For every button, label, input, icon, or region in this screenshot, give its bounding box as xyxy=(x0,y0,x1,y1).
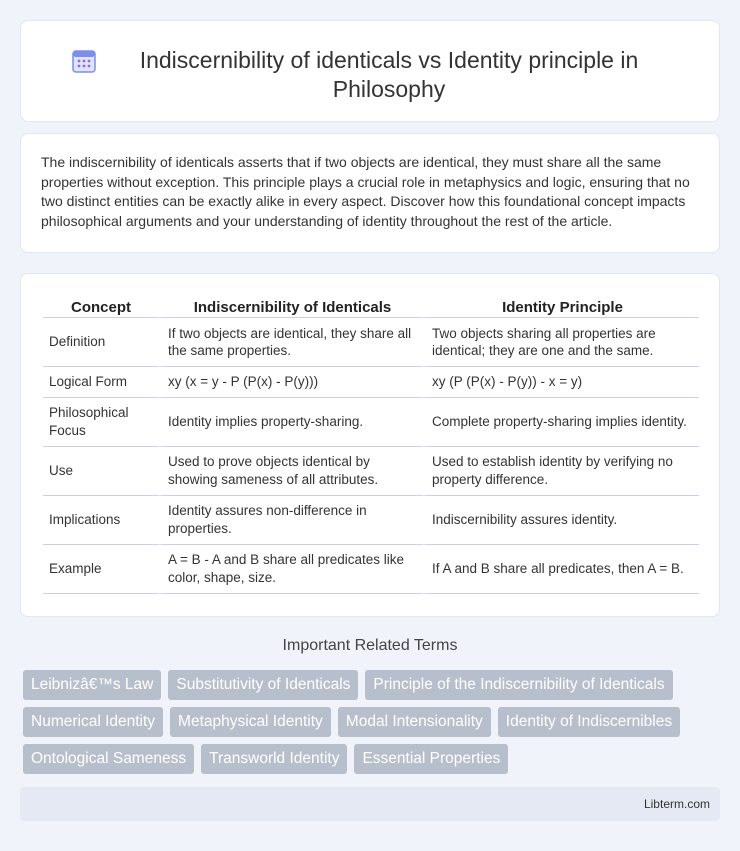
cell-concept: Implications xyxy=(43,496,159,545)
cell-indiscernibility: Identity implies property-sharing. xyxy=(159,398,423,447)
cell-concept: Use xyxy=(43,447,159,496)
table-row xyxy=(43,367,699,398)
cell-indiscernibility: A = B - A and B share all predicates like color, shape, size. xyxy=(159,545,423,594)
term-row xyxy=(23,744,723,774)
cell-indiscernibility: Identity assures non-difference in properties. xyxy=(159,496,423,545)
calendar-grid-icon xyxy=(71,48,97,74)
table-row xyxy=(43,398,699,447)
term-tag[interactable]: Leibnizâ€™s Law xyxy=(23,670,161,700)
cell-identity-principle: Two objects sharing all properties are identical; they are one and the same. xyxy=(423,318,699,367)
term-tag[interactable]: Essential Properties xyxy=(354,744,508,774)
header-indiscernibility: Indiscernibility of Identicals xyxy=(159,294,423,318)
term-row xyxy=(23,707,723,737)
title-card xyxy=(20,20,720,122)
comparison-table-card xyxy=(20,273,720,617)
intro-card xyxy=(20,133,720,253)
term-row xyxy=(23,670,723,700)
term-tag[interactable]: Ontological Sameness xyxy=(23,744,194,774)
cell-concept: Logical Form xyxy=(43,367,159,398)
cell-indiscernibility: Used to prove objects identical by showing sameness of all attributes. xyxy=(159,447,423,496)
cell-indiscernibility: xy (x = y - P (P(x) - P(y))) xyxy=(159,367,423,398)
table-row xyxy=(43,496,699,545)
cell-identity-principle: Used to establish identity by verifying no property difference. xyxy=(423,447,699,496)
cell-indiscernibility: If two objects are identical, they share all the same properties. xyxy=(159,318,423,367)
footer-site-link[interactable]: Libterm.com xyxy=(643,797,710,811)
table-row xyxy=(43,545,699,594)
term-tag[interactable]: Modal Intensionality xyxy=(338,707,491,737)
intro-text: The indiscernibility of identicals asserts that if two objects are identical, they must share all the same properties without exception. This principle plays a crucial role in metaphysics and logic, ensuring that no two distinct entities can be exactly alike in every aspect. Discover how this foundational concept impacts philosophical arguments and your understanding of identity throughout the rest of the article. xyxy=(41,154,690,229)
page-title: Indiscernibility of identicals vs Identity principle in Philosophy xyxy=(139,47,639,102)
cell-identity-principle: xy (P (P(x) - P(y)) - x = y) xyxy=(423,367,699,398)
term-tag[interactable]: Numerical Identity xyxy=(23,707,163,737)
term-tag[interactable]: Transworld Identity xyxy=(201,744,347,774)
related-terms xyxy=(23,670,723,781)
table-row xyxy=(43,318,699,367)
header-concept: Concept xyxy=(43,294,159,318)
cell-identity-principle: If A and B share all predicates, then A = B. xyxy=(423,545,699,594)
table-header-row xyxy=(43,294,699,318)
cell-identity-principle: Indiscernibility assures identity. xyxy=(423,496,699,545)
term-tag[interactable]: Metaphysical Identity xyxy=(170,707,331,737)
cell-concept: Example xyxy=(43,545,159,594)
cell-identity-principle: Complete property-sharing implies identity. xyxy=(423,398,699,447)
cell-concept: Definition xyxy=(43,318,159,367)
cell-concept: Philosophical Focus xyxy=(43,398,159,447)
term-tag[interactable]: Identity of Indiscernibles xyxy=(498,707,680,737)
table-row xyxy=(43,447,699,496)
term-tag[interactable]: Substitutivity of Identicals xyxy=(168,670,358,700)
term-tag[interactable]: Principle of the Indiscernibility of Identicals xyxy=(365,670,672,700)
related-terms-heading: Important Related Terms xyxy=(282,637,458,654)
footer xyxy=(20,787,720,821)
header-identity-principle: Identity Principle xyxy=(423,294,699,318)
comparison-table xyxy=(43,294,699,594)
